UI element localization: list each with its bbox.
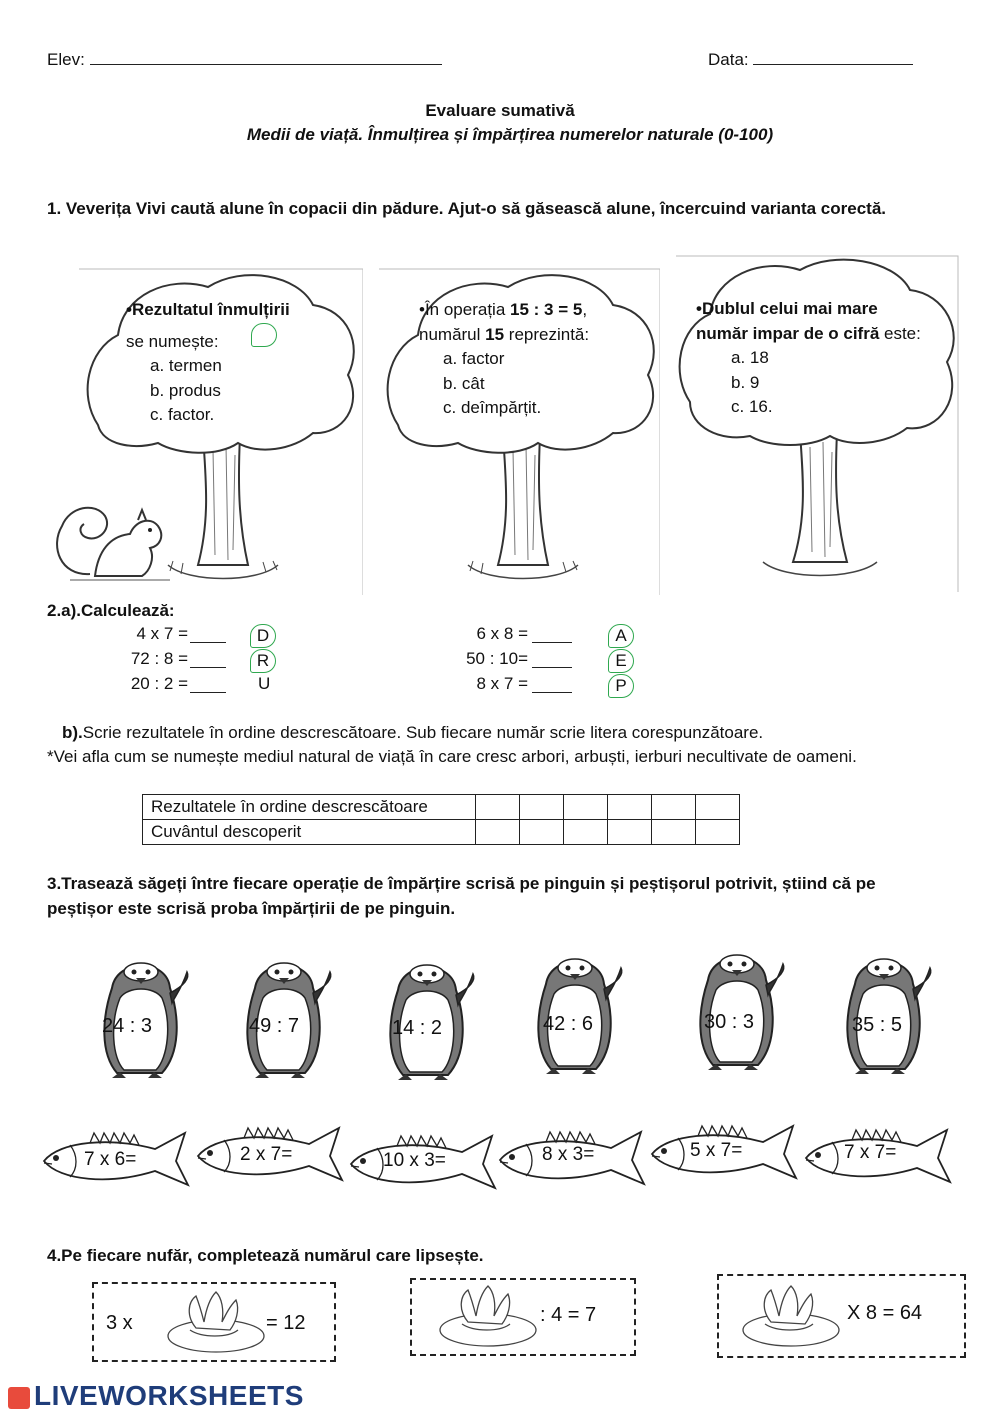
q2b-note: *Vei afla cum se numește mediul natural de viață în care cresc arbori, arbuști, ierburi necultivate de oameni. — [47, 747, 857, 766]
tree-3-option-c[interactable]: c. 16. — [731, 397, 773, 416]
tree-1-line2: se numește: — [126, 331, 219, 351]
lily-box-3-right: X 8 = 64 — [847, 1302, 923, 1324]
word-row-label: Cuvântul descoperit — [143, 820, 476, 845]
fish[interactable] — [194, 1122, 344, 1184]
tree-2-line1-post: , — [582, 300, 588, 319]
tree-3-line2-bold: număr impar de o cifră — [696, 323, 880, 343]
q2-left-letter[interactable]: R — [250, 649, 276, 673]
tree-1-option-b[interactable]: b. produs — [150, 380, 221, 400]
tree-3-option-a[interactable]: a. 18 — [731, 348, 769, 367]
lily-box-1-right: = 12 — [266, 1312, 306, 1334]
q2-right-letter[interactable]: P — [608, 674, 634, 698]
q2b-instruction — [62, 723, 763, 743]
tree-2-option-c[interactable]: c. deîmpărțit. — [443, 398, 542, 417]
q2-right-row — [440, 674, 660, 699]
fish-label: 2 x 7= — [240, 1144, 293, 1165]
fish-label: 7 x 7= — [844, 1142, 897, 1163]
results-cell[interactable] — [564, 795, 608, 820]
q2b-text: Scrie rezultatele în ordine descrescătoare. Sub fiecare număr scrie litera corespunzătoare. — [82, 723, 764, 742]
lily-box-2 — [410, 1278, 636, 1356]
q3-line1: 3.Trasează săgeți între fiecare operație de împărțire scrisă pe pinguin și peștișorul potrivit, știind că pe — [47, 874, 876, 893]
lily-box-2-right: : 4 = 7 — [540, 1304, 597, 1326]
penguin[interactable] — [92, 948, 192, 1083]
tree-2-line1-pre: •În operația — [419, 300, 511, 319]
results-table — [142, 794, 740, 845]
q2-right-expr: 50 : 10= — [466, 649, 528, 668]
results-row-label: Rezultatele în ordine descrescătoare — [143, 795, 476, 820]
q2-left-answer[interactable] — [190, 650, 226, 668]
squirrel-icon — [50, 496, 180, 586]
q2-left-row — [90, 624, 310, 649]
fish[interactable] — [496, 1126, 646, 1188]
q2-left-letter[interactable]: U — [258, 674, 271, 693]
tree-2-line2-pre: numărul — [419, 324, 486, 344]
date-blank[interactable] — [753, 64, 913, 65]
q1-prompt: 1. Veverița Vivi caută alune în copacii din pădure. Ajut-o să găsească alune, încercuind varianta corectă. — [47, 199, 886, 218]
fish-label: 10 x 3= — [383, 1150, 446, 1171]
q2-left-row — [90, 649, 310, 674]
tree-2-line1-bold: 15 : 3 = 5 — [510, 300, 583, 319]
q2-right-letter[interactable]: E — [608, 649, 634, 673]
student-line — [47, 50, 442, 70]
q2-right-expr: 8 x 7 = — [476, 674, 528, 693]
tree-1-answer-circle[interactable] — [251, 323, 277, 347]
word-cell[interactable] — [520, 820, 564, 845]
date-line — [708, 50, 913, 70]
page-subtitle: Medii de viață. Înmulțirea și împărțirea numerelor naturale (0-100) — [246, 125, 774, 144]
penguin-label: 49 : 7 — [249, 1015, 300, 1037]
tree-3-question — [696, 297, 930, 420]
logo-text: LIVEWORKSHEETS — [34, 1380, 304, 1411]
tree-3-line1: •Dublul celui mai mare — [696, 299, 878, 318]
q2-left-row — [90, 674, 310, 699]
penguin-label: 35 : 5 — [852, 1014, 903, 1036]
penguin-icon — [526, 944, 626, 1079]
word-cell[interactable] — [564, 820, 608, 845]
word-cell[interactable] — [476, 820, 520, 845]
word-cell[interactable] — [696, 820, 740, 845]
tree-1-question — [126, 298, 338, 428]
lily-box-3 — [717, 1274, 966, 1358]
results-cell[interactable] — [696, 795, 740, 820]
tree-1-line1: •Rezultatul înmulțirii — [126, 300, 290, 319]
penguin[interactable] — [526, 944, 626, 1079]
q2-right-letter[interactable]: A — [608, 624, 634, 648]
fish[interactable] — [648, 1120, 798, 1182]
penguin[interactable] — [835, 944, 935, 1079]
results-cell[interactable] — [608, 795, 652, 820]
fish[interactable] — [347, 1130, 497, 1192]
tree-2-option-b[interactable]: b. cât — [443, 373, 485, 393]
tree-2-option-a[interactable]: a. factor — [443, 349, 505, 368]
penguin-label: 24 : 3 — [102, 1015, 153, 1037]
results-cell[interactable] — [520, 795, 564, 820]
q3-line2: peștișor este scrisă proba împărțirii de pe pinguin. — [47, 899, 456, 918]
student-name-blank[interactable] — [90, 64, 442, 65]
q2-left-expr: 4 x 7 = — [136, 624, 188, 643]
q2-right-column — [440, 624, 660, 699]
water-lily-icon[interactable] — [418, 1282, 538, 1350]
results-row — [143, 795, 740, 820]
fish[interactable] — [802, 1124, 952, 1186]
word-row — [143, 820, 740, 845]
penguin-label: 30 : 3 — [704, 1011, 755, 1033]
tree-2-line2-post: reprezintă: — [504, 324, 590, 344]
tree-3-option-b[interactable]: b. 9 — [731, 372, 760, 392]
water-lily-icon[interactable] — [721, 1282, 841, 1350]
q2-left-column — [90, 624, 310, 699]
fish-label: 5 x 7= — [690, 1140, 743, 1161]
fish-label: 8 x 3= — [542, 1144, 595, 1165]
q2-left-expr: 72 : 8 = — [130, 649, 188, 668]
tree-3-line2-post: este: — [879, 323, 921, 343]
results-cell[interactable] — [652, 795, 696, 820]
logo-mark-icon — [8, 1387, 30, 1409]
penguin[interactable] — [235, 948, 335, 1083]
fish-label: 7 x 6= — [84, 1149, 137, 1170]
q2-left-letter[interactable]: D — [250, 624, 276, 648]
q2b-label: b). — [62, 723, 83, 742]
page-title: Evaluare sumativă — [425, 101, 575, 120]
q4-title: 4.Pe fiecare nufăr, completează numărul care lipsește. — [47, 1246, 484, 1265]
lily-box-1-left: 3 x — [106, 1312, 133, 1334]
tree-2-line2-bold: 15 — [485, 324, 505, 344]
q2-right-answer[interactable] — [532, 625, 572, 643]
q2-left-answer[interactable] — [190, 625, 226, 643]
penguin[interactable] — [378, 950, 478, 1085]
liveworksheets-logo — [8, 1380, 304, 1412]
q2-right-expr: 6 x 8 = — [476, 624, 528, 643]
water-lily-icon[interactable] — [146, 1288, 266, 1356]
q2-left-expr: 20 : 2 = — [130, 674, 188, 693]
penguin-label: 14 : 2 — [392, 1017, 443, 1039]
penguin-label: 42 : 6 — [543, 1013, 594, 1035]
q2-right-row — [440, 649, 660, 674]
q2-right-row — [440, 624, 660, 649]
q2-right-answer[interactable] — [532, 650, 572, 668]
tree-1-option-a[interactable]: a. termen — [150, 356, 222, 375]
q2-left-answer[interactable] — [190, 675, 226, 693]
date-label: Data: — [708, 50, 749, 69]
word-cell[interactable] — [652, 820, 696, 845]
tree-2-question — [419, 298, 649, 421]
tree-1-option-c[interactable]: c. factor. — [150, 405, 215, 424]
student-label: Elev: — [47, 50, 85, 69]
penguin-icon — [835, 944, 935, 1079]
word-cell[interactable] — [608, 820, 652, 845]
penguin[interactable] — [688, 940, 788, 1075]
penguin-icon — [688, 940, 788, 1075]
q2-right-answer[interactable] — [532, 675, 572, 693]
results-cell[interactable] — [476, 795, 520, 820]
fish[interactable] — [40, 1127, 190, 1189]
q2-title: 2.a).Calculează: — [47, 601, 175, 620]
lily-box-1 — [92, 1282, 336, 1362]
